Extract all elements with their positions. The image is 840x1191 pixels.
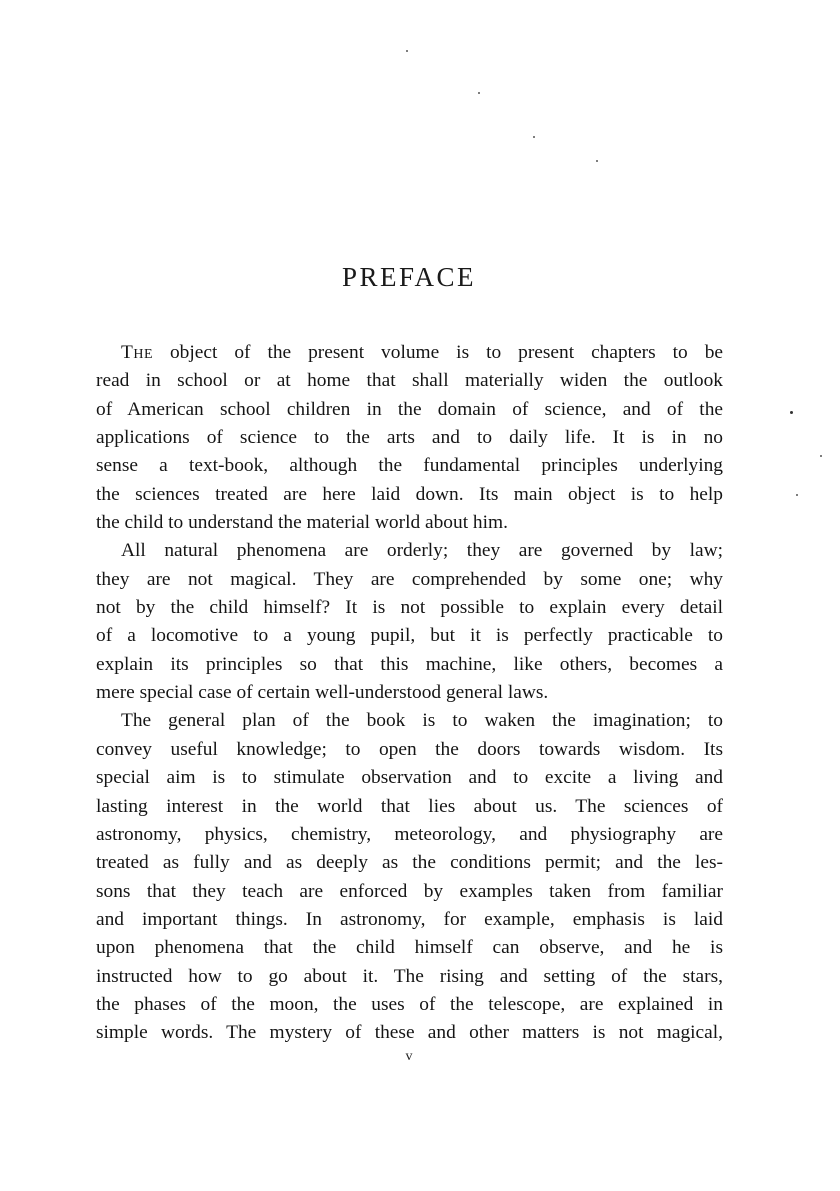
text-line: the phases of the moon, the uses of the telescope, are explained in [96,993,723,1015]
text-line: convey useful knowledge; to open the doors towards wisdom. Its [96,738,723,760]
text-line: of a locomotive to a young pupil, but it is perfectly practicable to [96,625,723,647]
text-line: they are not magical. They are comprehended by some one; why [96,568,723,590]
text-line: All natural phenomena are orderly; they are governed by law; [121,540,723,562]
scan-speck [478,92,480,94]
text-line: simple words. The mystery of these and other matters is not magical, [96,1022,723,1044]
text-line: and important things. In astronomy, for example, emphasis is laid [96,908,723,930]
text-line: read in school or at home that shall materially widen the outlook [96,370,723,392]
page-number: v [405,1049,413,1064]
text-line: special aim is to stimulate observation and to excite a living and [96,767,723,789]
drop-small-caps-word: The [121,342,154,363]
text-line: lasting interest in the world that lies about us. The sciences of [96,795,723,817]
text-line: the child to understand the material world about him. [96,512,508,534]
text-line: mere special case of certain well-understood general laws. [96,682,549,704]
text-line: upon phenomena that the child himself can observe, and he is [96,937,723,959]
scan-speck [596,160,598,162]
text-line: astronomy, physics, chemistry, meteorology, and physiography are [96,823,723,845]
paragraph-1 [96,339,723,537]
text-line: sense a text-book, although the fundamental principles underlying [96,455,723,477]
page-title: PREFACE [341,262,477,292]
preface-body [96,339,723,1048]
text-line: The object of the present volume is to present chapters to be [121,342,723,363]
paragraph-2 [96,537,723,707]
scan-speck [820,455,822,457]
text-line: of American school children in the domain of science, and of the [96,398,723,420]
text-line: applications of science to the arts and to daily life. It is in no [96,427,723,449]
scan-speck [406,50,408,52]
scan-speck [533,136,535,138]
text-line: explain its principles so that this machine, like others, becomes a [96,653,723,675]
scan-speck [790,411,793,414]
paragraph-3 [96,707,723,1047]
text-line: not by the child himself? It is not possible to explain every detail [96,597,723,619]
text-line: The general plan of the book is to waken the imagination; to [121,710,723,732]
text-line: treated as fully and as deeply as the conditions permit; and the les- [96,852,723,874]
text-line: instructed how to go about it. The rising and setting of the stars, [96,965,723,987]
scan-speck [796,494,798,496]
text-line: the sciences treated are here laid down. Its main object is to help [96,483,723,505]
text-line: sons that they teach are enforced by examples taken from familiar [96,880,723,902]
